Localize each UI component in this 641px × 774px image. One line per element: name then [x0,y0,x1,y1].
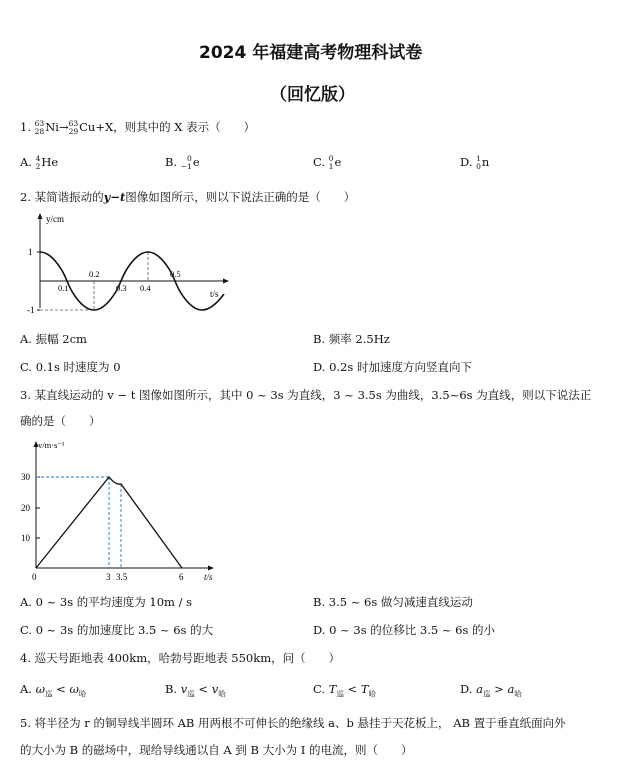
y-tick-10: 10 [21,533,30,543]
x-label-0.3: 0.3 [116,283,127,293]
y-axis-label: v/m·s⁻¹ [38,440,65,450]
x-axis-arrow [208,566,214,571]
x-axis-label: t/s [204,572,213,582]
x-tick-6: 6 [179,572,184,582]
question-3-option-b[interactable]: B. 3.5 ~ 6s 做匀减速直线运动 [313,595,473,609]
question-3-option-a[interactable]: A. 0 ~ 3s 的平均速度为 10m / s [20,595,193,609]
question-2-option-d[interactable]: D. 0.2s 时加速度方向竖直向下 [313,360,472,374]
x-label-0.2: 0.2 [89,269,100,279]
question-2-option-c[interactable]: C. 0.1s 时速度为 0 [20,360,121,374]
paper-title: 2024 年福建高考物理科试卷 [199,43,423,63]
y-tick-20: 20 [21,503,30,513]
paper-subtitle: （回忆版） [270,85,355,105]
y-axis-label: y/cm [46,214,64,224]
y-tick-neg1: -1 [27,305,35,315]
question-4-stem: 4. 巡天号距地表 400km，哈勃号距地表 550km，问（ ） [20,651,341,665]
question-5-stem-line2: 的大小为 B 的磁场中，现给导线通以自 A 到 B 大小为 I 的电流，则（ ） [20,743,413,757]
question-1-option-a[interactable]: A. 4 2 He [20,154,59,171]
question-1-option-d[interactable]: D. 1 0 n [460,154,490,171]
x-label-0.1: 0.1 [58,283,69,293]
question-1-option-b[interactable]: B. 0 −1 e [165,154,200,171]
question-4-option-a[interactable]: A. $\omega_巡 < \omega_哈$ [20,682,87,699]
x-tick-3: 3 [106,572,111,582]
question-2-option-b[interactable]: B. 频率 2.5Hz [313,332,390,346]
question-4-option-d[interactable]: D. $a_巡 > a_哈$ [460,682,522,699]
question-1-stem: 1. 63 28 Ni→ 63 29 Cu+X，则其中的 X 表示（ ） [20,119,256,136]
y-axis-arrow [38,213,43,219]
question-3-stem-line2: 确的是（ ） [20,414,101,428]
x-label-0.5: 0.5 [170,269,181,279]
question-3-stem-line1: 3. 某直线运动的 v − t 图像如图所示，其中 0 ~ 3s 为直线，3 ~ 3.5s 为曲线，3.5~6s 为直线，则以下说法正 [20,388,592,402]
question-2-stem: 2. 某简谐振动的y−t图像如图所示，则以下说法正确的是（ ） [20,190,356,204]
question-3-option-c[interactable]: C. 0 ~ 3s 的加速度比 3.5 ~ 6s 的大 [20,623,214,637]
x-label-0.4: 0.4 [140,283,151,293]
question-4-option-b[interactable]: B. $v_巡 < v_哈$ [165,682,226,699]
y-tick-30: 30 [21,472,30,482]
question-2-option-a[interactable]: A. 振幅 2cm [20,332,87,346]
y-tick-1: 1 [28,247,33,257]
x-axis-label: t/s [210,289,219,299]
question-2-graph [20,210,240,320]
question-3-option-d[interactable]: D. 0 ~ 3s 的位移比 3.5 ~ 6s 的小 [313,623,496,637]
x-tick-3.5: 3.5 [116,572,128,582]
question-1-option-c[interactable]: C. 0 1 e [313,154,342,171]
question-3-graph [20,437,220,582]
x-tick-0: 0 [32,572,37,582]
x-axis-arrow [223,279,229,284]
question-4-option-c[interactable]: C. $T_巡 < T_哈$ [313,682,376,699]
question-5-stem-line1: 5. 将半径为 r 的铜导线半圆环 AB 用两根不可伸长的绝缘线 a、b 悬挂于天花板上， AB 置于垂直纸面向外 [20,716,566,730]
